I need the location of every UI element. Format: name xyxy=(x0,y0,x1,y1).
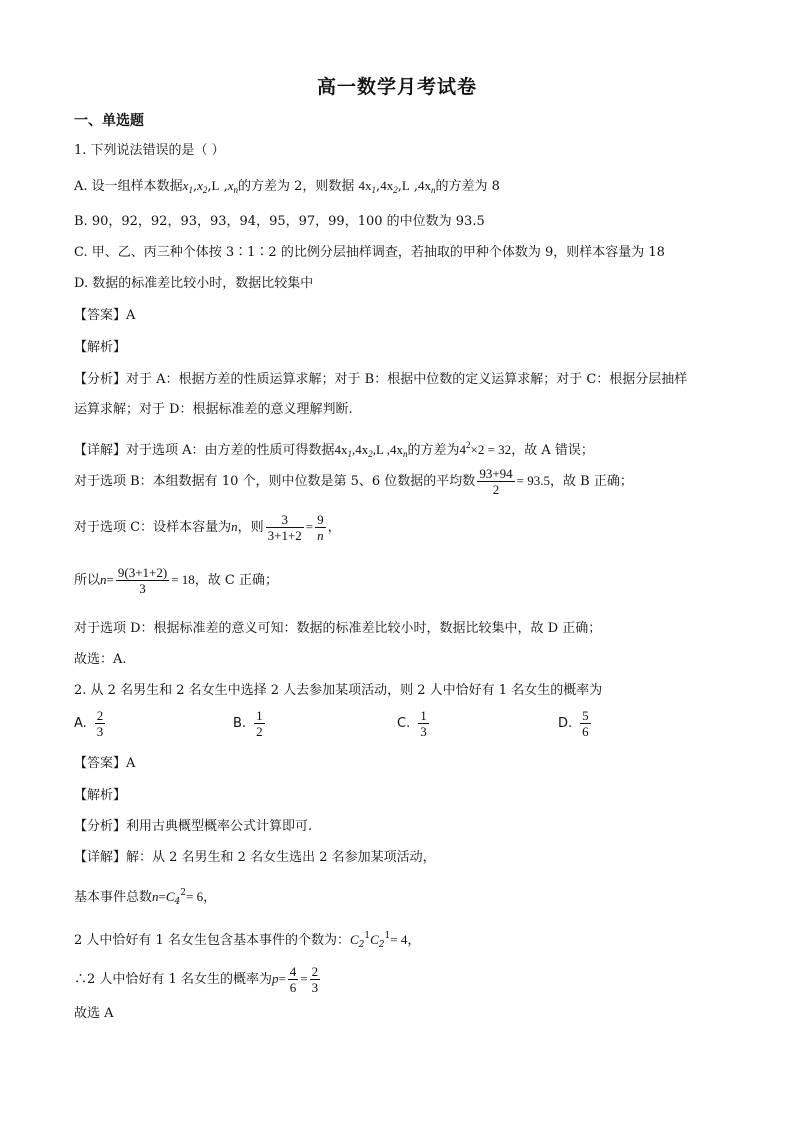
q1-option-a: A. 设一组样本数据$x_1,x_2,L$ $,x_n$的方差为 2，则数据 $4x_1,4x_2,L$ $,4x_n$的方差为 8 xyxy=(74,178,500,195)
q1-option-b: B. 90，92，92，93，93，94，95，97，99，100 的中位数为 93.5 xyxy=(74,214,485,229)
q2-analysis-head: 【解析】 xyxy=(74,788,127,803)
q1-option-d: D. 数据的标准差比较小时，数据比较集中 xyxy=(74,276,314,291)
section-heading: 一、单选题 xyxy=(74,113,144,129)
q1-detail-c: 对于选项 C：设样本容量为n，则 $\frac{3}{3+1+2}$ = $\frac{9}{n}$ ， xyxy=(74,512,341,543)
fraction-median: $\frac{93+94}{2}$ xyxy=(479,466,513,497)
q2-answer: 【答案】A xyxy=(74,756,136,771)
page-title: 高一数学月考试卷 xyxy=(316,76,477,98)
q2-option-c: C. $\frac{1}{3}$ xyxy=(397,708,427,739)
q1-a-4xn: $4x_n$ xyxy=(418,178,436,195)
q1-a-ellipsis: L xyxy=(211,178,220,193)
q1-fenxi-line2: 运算求解；对于 D：根据标准差的意义理解判断. xyxy=(74,402,353,417)
q2-probability: ∴2 人中恰好有 1 名女生的概率为p= $\frac{4}{6}$ = $\frac{2}{3}$ xyxy=(74,964,319,995)
q1-option-c: C. 甲、乙、丙三种个体按 3∶1∶2 的比例分层抽样调查，若抽取的甲种个体数为 9，则样本容量为 18 xyxy=(74,245,665,260)
q1-a-prefix: A. 设一组样本数据 xyxy=(74,179,183,194)
q1-detail-a: 【详解】对于选项 A：由方差的性质可得数据$4x_1,4x_2,L$ $,4x_n$的方差为$4^2\times 2 = 32$，故 A 错误； xyxy=(74,440,594,459)
fraction-ratio: $\frac{3}{3+1+2}$ xyxy=(267,512,302,543)
q2-option-d: D. $\frac{5}{6}$ xyxy=(558,708,589,739)
q1-a-mid: 的方差为 2，则数据 xyxy=(238,179,355,194)
q1-detail-b: 对于选项 B：本组数据有 10 个，则中位数是第 5、6 位数据的平均数 $\frac{93+94}{2}$ = 93.5，故 B 正确； xyxy=(74,466,633,497)
q2-stem: 2. 从 2 名男生和 2 名女生中选择 2 人去参加某项活动，则 2 人中恰好有 1 名女生的概率为 xyxy=(74,683,603,698)
q1-fenxi-line1: 【分析】对于 A：根据方差的性质运算求解；对于 B：根据中位数的定义运算求解；对于 C：根据分层抽样 xyxy=(74,372,688,387)
q1-detail-d: 对于选项 D：根据标准差的意义可知：数据的标准差比较小时，数据比较集中，故 D 正确； xyxy=(74,621,602,636)
q1-a-xn: $x_n$ xyxy=(227,178,238,195)
q1-stem: 1. 下列说法错误的是（ ） xyxy=(74,143,225,158)
q1-a-suffix: 的方差为 8 xyxy=(435,179,500,194)
q2-basic-events: 基本事件总数$n=C_4^2= 6$， xyxy=(74,888,217,907)
fraction-9-over-n: $\frac{9}{n}$ xyxy=(317,512,324,543)
q1-answer: 【答案】A xyxy=(74,308,136,323)
q1-a-4x2: $4x_2$ xyxy=(380,178,398,195)
q1-suoyi: 所以n= $\frac{9(3+1+2)}{3}$ = 18，故 C 正确； xyxy=(74,565,278,596)
q2-choose: 故选 A xyxy=(74,1006,114,1021)
q2-detail: 【详解】解：从 2 名男生和 2 名女生选出 2 名参加某项活动， xyxy=(74,850,436,865)
q2-option-a: A. $\frac{2}{3}$ xyxy=(74,708,104,739)
q2-count: 2 人中恰好有 1 名女生包含基本事件的个数为：$C_2^1C_2^1= 4$， xyxy=(74,931,421,950)
fraction-sample-size: $\frac{9(3+1+2)}{3}$ xyxy=(117,565,168,596)
q1-a-4x1: $4x_1$ xyxy=(358,178,377,195)
q2-fenxi: 【分析】利用古典概型概率公式计算即可. xyxy=(74,819,313,834)
q1-a-x1: $x_1$ xyxy=(182,178,193,195)
q1-choose: 故选：A. xyxy=(74,652,127,667)
q1-a-x2: $x_2$ xyxy=(197,178,208,195)
q1-analysis-head: 【解析】 xyxy=(74,340,127,355)
q2-option-b: B. $\frac{1}{2}$ xyxy=(233,708,263,739)
